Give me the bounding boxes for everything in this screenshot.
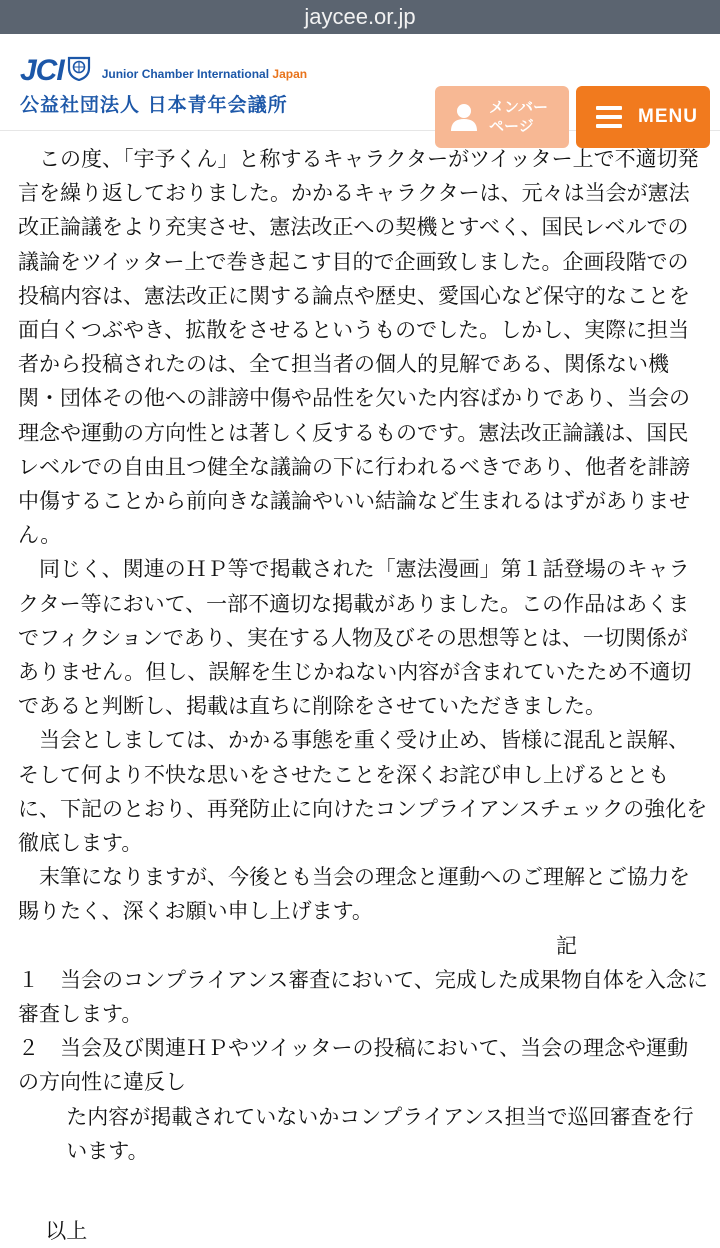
member-page-button[interactable] [435, 86, 569, 148]
ki-heading: 記 [556, 933, 577, 958]
address-bar[interactable] [0, 0, 720, 34]
paragraph-2: 同じく、関連のＨＰ等で掲載された「憲法漫画」第１話登場のキャラクター等において、一部不適切な掲載がありました。この作品はあくまでフィクションであり、実在する人物及びその思想等とは、一切関係がありません。但し、誤解を生じかねない内容が含まれていたため不適切であると判断し、掲載は直ちに削除をさせていただきました。 [18, 557, 692, 719]
url-text: jaycee.or.jp [304, 4, 416, 29]
member-button-label: メンバー ページ [489, 98, 548, 135]
logo-tagline [102, 67, 307, 81]
jci-emblem-icon [66, 55, 92, 81]
article-body [18, 142, 708, 1248]
site-header [0, 34, 720, 135]
list-item-1: １ 当会のコンプライアンス審査において、完成した成果物自体を入念に審査します。 [18, 967, 708, 1027]
organization-name: 公益社団法人 日本青年会議所 [20, 94, 288, 116]
jci-logo-text: JCI [20, 54, 64, 87]
list-item-2: ２ 当会及び関連ＨＰやツイッターの投稿において、当会の理念や運動の方向性に違反し [18, 1036, 689, 1095]
menu-button-label: MENU [638, 106, 698, 127]
hamburger-icon [596, 106, 622, 128]
menu-button[interactable] [576, 86, 710, 148]
list-item-2-continued: た内容が掲載されていないかコンプライアンス担当で巡回審査を行います。 [66, 1104, 694, 1163]
tagline-country: Japan [272, 67, 308, 81]
paragraph-1: この度、「宇予くん」と称するキャラクターがツイッター上で不適切発言を繰り返しておりました。かかるキャラクターは、元々は当会が憲法改正論議をより充実させ、憲法改正への契機とすべく、国民レベルでの議論をツイッター上で巻き起こす目的で企画致しました。企画段階での投稿内容は、憲法改正に関する論点や歴史、愛国心など保守的なことを面白くつぶやき、拡散をさせるというものでした。しかし、実際に担当者から投稿されたのは、全て担当者の個人的見解である、関係ない機関・団体その他への誹謗中傷や品性を欠いた内容ばかりであり、当会の理念や運動の方向性とは著しく反するものです。憲法改正論議は、国民レベルでの自由且つ健全な議論の下に行われるべきであり、他者を誹謗中傷することから前向きな議論やいい結論など生まれるはずがありません。 [18, 147, 699, 548]
paragraph-3: 当会としましては、かかる事態を重く受け止め、皆様に混乱と誤解、そして何より不快な思いをさせたことを深くお詫び申し上げるとともに、下記のとおり、再発防止に向けたコンプライアンスチェックの強化を徹底します。 [18, 728, 708, 856]
site-logo[interactable] [20, 54, 307, 117]
closing-text: 以上 [45, 1219, 88, 1244]
user-icon [449, 102, 479, 132]
tagline-main: Junior Chamber International [101, 67, 270, 81]
paragraph-4: 末筆になりますが、今後とも当会の理念と運動へのご理解とご協力を賜りたく、深くお願い申し上げます。 [18, 865, 690, 924]
